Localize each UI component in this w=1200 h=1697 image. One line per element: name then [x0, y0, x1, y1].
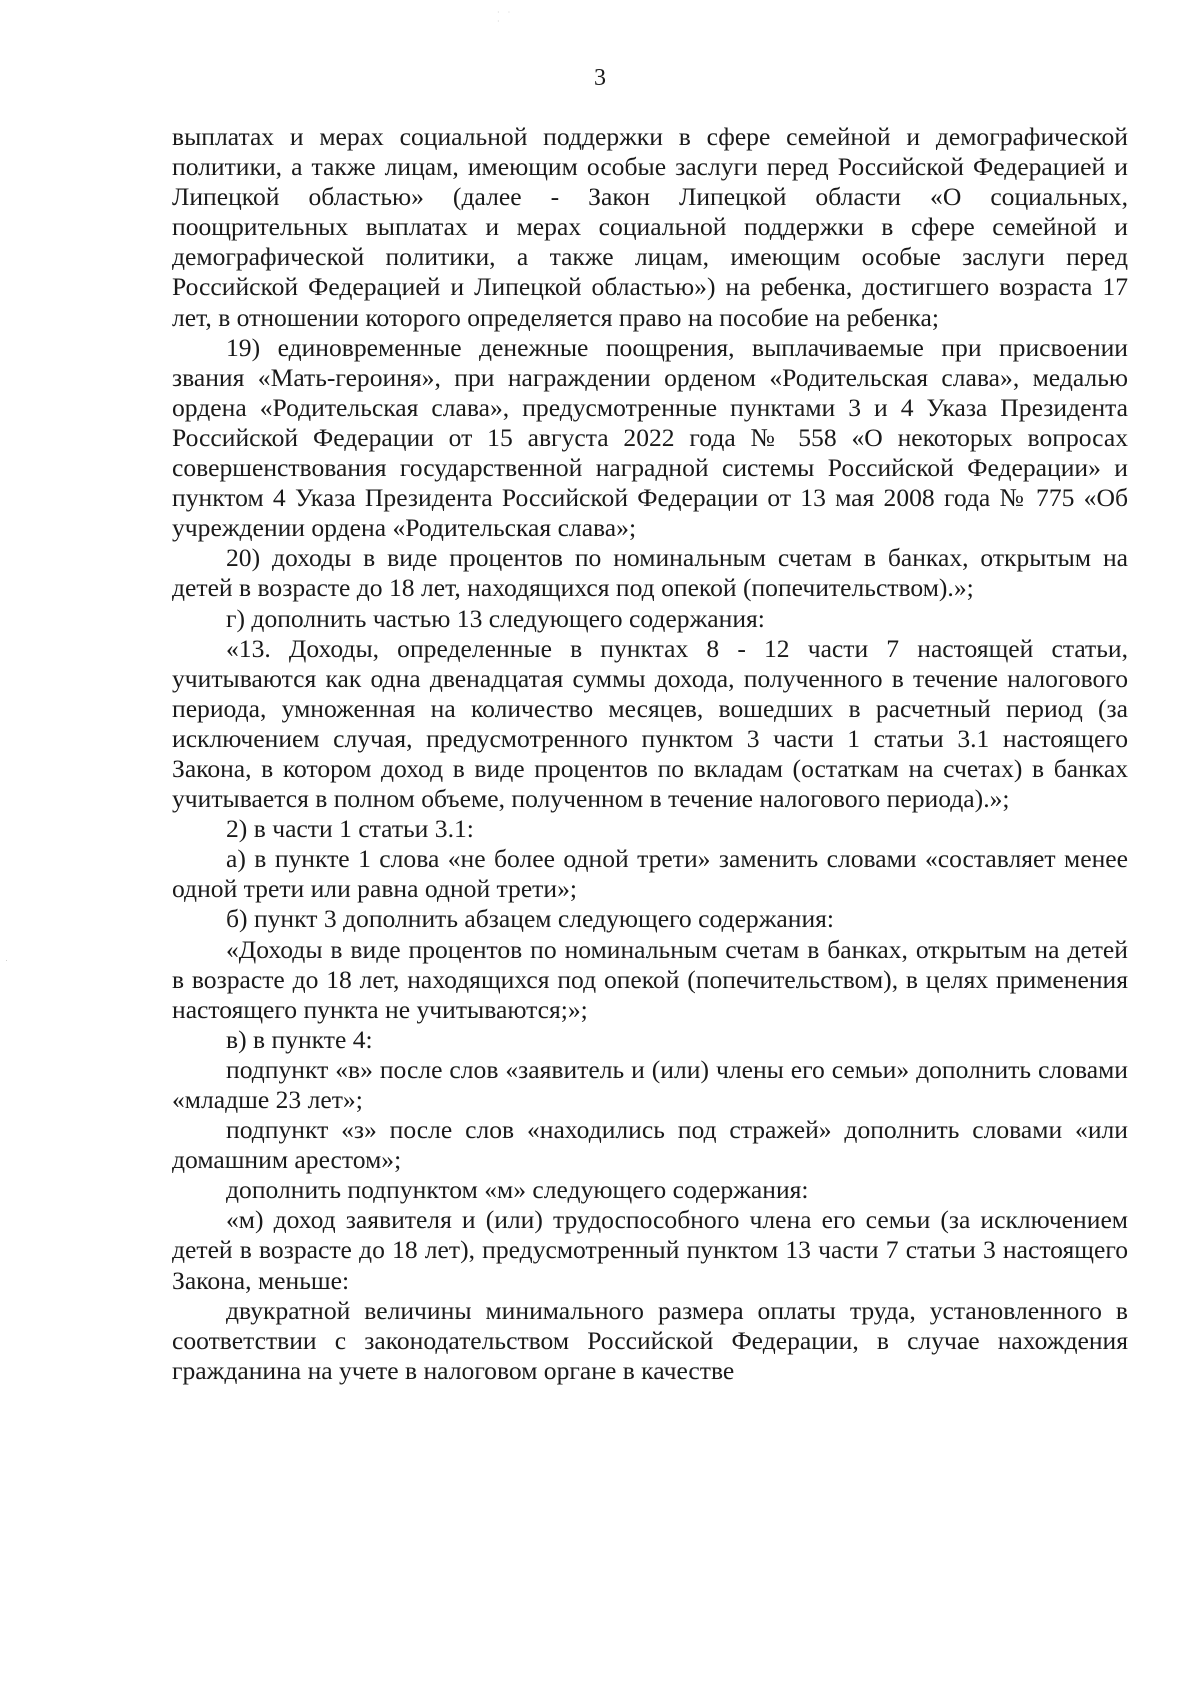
paragraph-10: в) в пункте 4:: [226, 1024, 373, 1054]
paragraph-12: подпункт «з» после слов «находились под стражей» дополнить словами «или домашним арестом»;: [172, 1115, 1128, 1175]
paragraph-1: выплатах и мерах социальной поддержки в сфере семейной и демографической политики, а также лицам, имеющим особые заслуги перед Российской Федерацией и Липецкой областью» (далее - Закон Липецкой области «О социальных, поощрительных выплатах и мерах социальной поддержки в сфере семейной и демографической политики, а также лицам, имеющим особые заслуги перед Российской Федерацией и Липецкой областью») на ребенка, достигшего возраста 17 лет, в отношении которого определяется право на пособие на ребенка;: [172, 122, 1128, 332]
paragraph-9: «Доходы в виде процентов по номинальным счетам в банках, открытым на детей в возрасте до 18 лет, находящихся под опекой (попечительством), в целях применения настоящего пункта не учитываются;»;: [172, 934, 1128, 1024]
paragraph-15: двукратной величины минимального размера оплаты труда, установленного в соответствии с законодательством Российской Федерации, в случае нахождения гражданина на учете в налоговом органе в качестве: [172, 1295, 1128, 1385]
paragraph-13: дополнить подпунктом «м» следующего содержания:: [226, 1175, 809, 1205]
paragraph-3: 20) доходы в виде процентов по номинальным счетам в банках, открытым на детей в возрасте до 18 лет, находящихся под опекой (попечительством).»;: [172, 543, 1128, 603]
paragraph-2: 19) единовременные денежные поощрения, выплачиваемые при присвоении звания «Мать-героиня», при награждении орденом «Родительская слава», медалью ордена «Родительская слава», предусмотренные пунктами 3 и 4 Указа Президента Российской Федерации от 15 августа 2022 года № 558 «О некоторых вопросах совершенствования государственной наградной системы Российской Федерации» и пунктом 4 Указа Президента Российской Федерации от 13 мая 2008 года № 775 «Об учреждении ордена «Родительская слава»;: [172, 332, 1128, 543]
paragraph-11: подпункт «в» после слов «заявитель и (или) члены его семьи» дополнить словами «младше 23 лет»;: [172, 1054, 1128, 1114]
paragraph-8: б) пункт 3 дополнить абзацем следующего содержания:: [226, 904, 835, 934]
scan-artifact: · · ·: [497, 8, 514, 26]
page-number: 3: [594, 65, 606, 91]
scan-artifact-edge: [6, 960, 7, 961]
paragraph-14: «м) доход заявителя и (или) трудоспособного члена его семьи (за исключением детей в возрасте до 18 лет), предусмотренный пунктом 13 части 7 статьи 3 настоящего Закона, меньше:: [172, 1205, 1128, 1295]
document-body: [172, 122, 1128, 1386]
paragraph-7: а) в пункте 1 слова «не более одной трети» заменить словами «составляет менее одной трети или равна одной трети»;: [172, 844, 1128, 904]
paragraph-5: «13. Доходы, определенные в пунктах 8 - 12 части 7 настоящей статьи, учитываются как одна двенадцатая суммы дохода, полученного в течение налогового периода, умноженная на количество месяцев, вошедших в расчетный период (за исключением случая, предусмотренного пунктом 3 части 1 статьи 3.1 настоящего Закона, в котором доход в виде процентов по вкладам (остаткам на счетах) в банках учитывается в полном объеме, полученном в течение налогового периода).»;: [172, 633, 1128, 814]
paragraph-4: г) дополнить частью 13 следующего содержания:: [226, 603, 765, 633]
paragraph-6: 2) в части 1 статьи 3.1:: [226, 814, 474, 844]
